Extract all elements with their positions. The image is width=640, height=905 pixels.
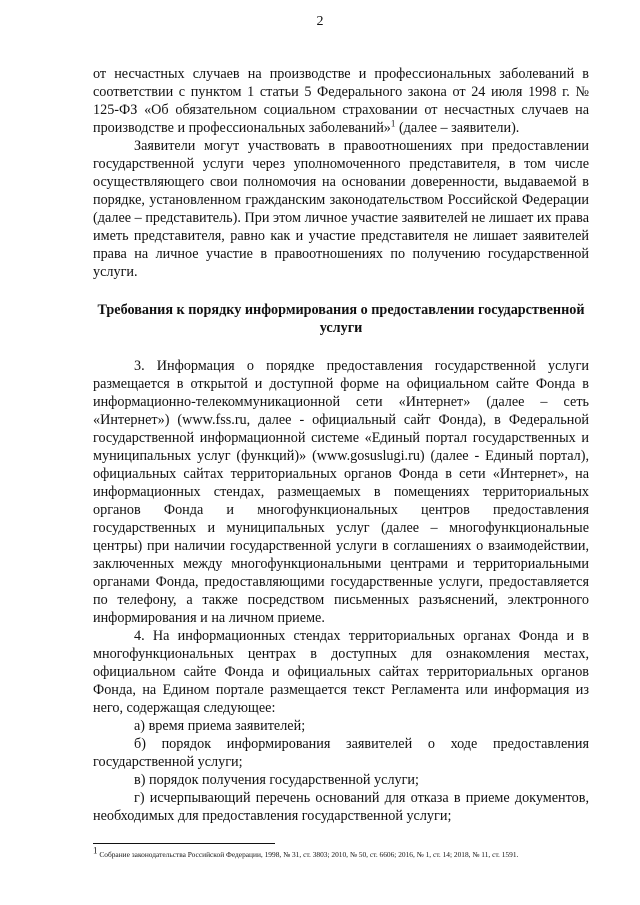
section-heading: Требования к порядку информирования о предоставлении государственной услуги [97, 302, 585, 336]
footnote-separator [93, 843, 275, 844]
footnote [93, 845, 593, 860]
list-item-a: а) время приема заявителей; [134, 718, 306, 734]
paragraph-text-tail: (далее – заявители). [395, 120, 520, 136]
footnote-mark: 1 [93, 845, 98, 856]
paragraph-continuation [93, 65, 589, 137]
paragraph-4: 4. На информационных стендах территориальных органах Фонда и в многофункциональных центрах в доступных для ознакомления местах, официальном сайте Фонда и официальных сайтах территориальных органов Фонда, на Едином портале размещается текст Регламента или информация из него, содержащая следующее: [93, 628, 589, 716]
list-item-b: б) порядок информирования заявителей о ходе предоставления государственной услуги; [93, 736, 589, 770]
document-body [93, 65, 589, 825]
paragraph-representative: Заявители могут участвовать в правоотношениях при предоставлении государственной услуги через уполномоченного представителя, в том числе осуществляющего свои полномочия на основании доверенности, выдаваемой в порядке, установленном гражданским законодательством Российской Федерации (далее – представитель). При этом личное участие заявителей не лишает их права иметь представителя, равно как и участие представителя не лишает заявителей права на личное участие в правоотношениях по получению государственной услуги. [93, 138, 589, 280]
list-item-g: г) исчерпывающий перечень оснований для отказа в приеме документов, необходимых для предоставления государственной услуги; [93, 790, 589, 824]
footnote-text: Собрание законодательства Российской Федерации, 1998, № 31, ст. 3803; 2010, № 50, ст. 6606; 2016, № 1, ст. 14; 2018, № 11, ст. 1591. [97, 850, 519, 859]
paragraph-3: 3. Информация о порядке предоставления государственной услуги размещается в открытой и доступной форме на официальном сайте Фонда в информационно-телекоммуникационной сети «Интернет» (далее – сеть «Интернет») (www.fss.ru, далее - официальный сайт Фонда), в Федеральной государственной информационной системе «Единый портал государственных и муниципальных услуг (функций)» (www.gosuslugi.ru) (далее - Единый портал), официальных сайтах территориальных органов Фонда в сети «Интернет», на информационных стендах, размещаемых в помещениях территориальных органов Фонда и многофункциональных центров предоставления государственных и муниципальных услуг (далее – многофункциональные центры) при наличии государственной услуги в соглашениях о взаимодействии, заключенных между многофункциональными центрами и территориальными органами Фонда, предоставляющими государственные услуги, предоставляется по телефону, а также посредством письменных разъяснений, электронного информирования и на личном приеме. [93, 358, 589, 626]
footnote-reference: 1 [390, 118, 396, 129]
paragraph-text: от несчастных случаев на производстве и профессиональных заболеваний в соответствии с пунктом 1 статьи 5 Федерального закона от 24 июля 1998 г. № 125-ФЗ «Об обязательном социальном страховании от несчастных случаев на производстве и профессиональных заболеваний» [93, 66, 589, 136]
list-item-v: в) порядок получения государственной услуги; [134, 772, 419, 788]
page-number: 2 [316, 14, 324, 29]
